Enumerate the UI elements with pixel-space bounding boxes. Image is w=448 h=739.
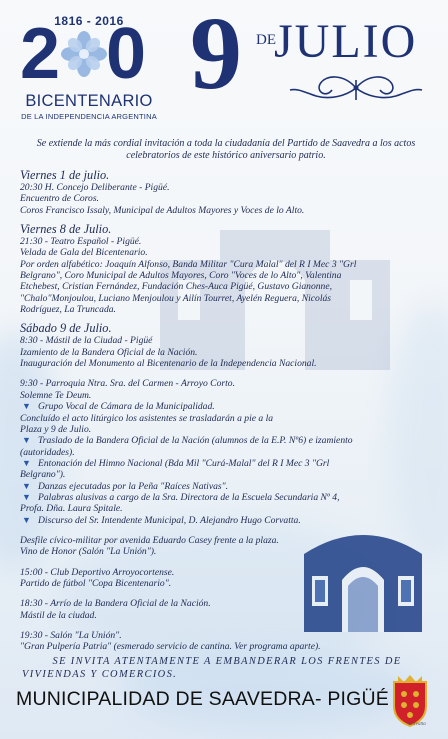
program-line: Mástil de la ciudad. <box>20 609 97 621</box>
program-line: "Chalo"Monjoulou, Luciano Menjoulou y Ailín Tourret, Ayelén Reguera, Nicolás <box>20 292 332 304</box>
spacer <box>20 621 434 630</box>
section-salon <box>20 630 434 653</box>
program-line: 9:30 - Parroquia Ntra. Sra. del Carmen - Arroyo Corto. <box>20 378 235 390</box>
municipality-name: MUNICIPALIDAD DE SAAVEDRA- PIGÜÉ <box>16 688 389 710</box>
intro-text: Se extiende la más cordial invitación a toda la ciudadanía del Partido de Saavedra a los actos celebratorios de este histórico aniversario patrio. <box>36 138 416 161</box>
bicentenario-logo <box>14 14 164 121</box>
program-line: Por orden alfabético: Joaquín Alfonso, Banda Militar "Cura Malal" del R I Mec 3 "Grl <box>20 258 357 270</box>
shield-caption: Corvatta <box>408 722 426 727</box>
program-line: Concluído el acto litúrgico los asistentes se trasladarán a pie a la <box>20 412 274 424</box>
arrow-bullet-icon: ▼ <box>22 457 31 468</box>
spacer <box>20 589 434 598</box>
program-line: 19:30 - Salón "La Unión". <box>20 630 122 641</box>
section-viernes-1 <box>20 168 434 216</box>
bullet-continuation: Profa. Dña. Laura Spitale. <box>20 503 123 515</box>
program-line: 18:30 - Arrío de la Bandera Oficial de la Nación. <box>20 598 211 610</box>
bullet-text: Danzas ejecutadas por la Peña "Raíces Nativas". <box>38 480 229 492</box>
program-line: Plaza y 9 de Julio. <box>20 423 92 435</box>
date-title <box>190 0 440 120</box>
program-line: Encuentro de Coros. <box>20 193 99 205</box>
program-line: Desfile cívico-militar por avenida Eduardo Casey frente a la plaza. <box>20 534 279 546</box>
program-line: Rodríguez, La Truncada. <box>20 304 116 316</box>
arrow-bullet-icon: ▼ <box>22 514 31 525</box>
program-line: "Gran Pulpería Patria" (esmerado servicio de cantina. Ver programa aparte). <box>20 641 321 653</box>
spacer <box>20 526 434 535</box>
bullet-item <box>20 435 434 446</box>
bullet-item <box>20 492 434 503</box>
invite-line: SE INVITA ATENTAMENTE A EMBANDERAR LOS FRENTES DE <box>52 656 402 667</box>
program-line: Inauguración del Monumento al Bicentenario de la Independencia Nacional. <box>20 358 317 370</box>
program-line: 15:00 - Club Deportivo Arroyocortense. <box>20 566 175 578</box>
program-line: Partido de fútbol "Copa Bicentenario". <box>20 577 172 589</box>
section-sabado-9 <box>20 321 434 369</box>
section-heading: Viernes 1 de julio. <box>20 168 110 182</box>
flower-logo-icon <box>60 30 108 78</box>
title-month: JULIO <box>274 15 418 68</box>
invite-line: VIVIENDAS Y COMERCIOS. <box>22 669 178 680</box>
logo-bicentenario: BICENTENARIO <box>25 92 153 110</box>
program-line: 21:30 - Teatro Español - Pigüé. <box>20 236 142 248</box>
spacer <box>20 369 434 378</box>
logo-years: 1816 - 2016 <box>54 14 124 28</box>
program-line: 8:30 - Mástil de la Ciudad - Pigüé <box>20 335 153 347</box>
section-viernes-8 <box>20 222 434 315</box>
arrow-bullet-icon: ▼ <box>22 435 31 446</box>
bullet-text: Entonación del Himno Nacional (Bda Mil "Curá-Malal" del R I Mec 3 "Grl <box>38 457 330 469</box>
program-line: Izamiento de la Bandera Oficial de la Nación. <box>20 346 198 358</box>
program-line: Etchebest, Cristian Fernández, Fundación Ches-Auca Pigüé, Gustavo Gianonne, <box>20 281 333 293</box>
bullet-text: Grupo Vocal de Cámara de la Municipalidad. <box>38 401 215 413</box>
section-te-deum <box>20 378 434 525</box>
program-content <box>20 168 434 653</box>
program-line: Belgrano", Coro Municipal de Adultos Mayores, Coro "Voces de lo Alto", Valentina <box>20 270 342 282</box>
program-line: Coros Francisco Issaly, Municipal de Adultos Mayores y Voces de lo Alto. <box>20 204 305 216</box>
section-heading: Viernes 8 de Julio. <box>20 222 112 237</box>
municipal-shield-icon <box>388 672 432 728</box>
spacer <box>20 558 434 567</box>
bullet-text: Discurso del Sr. Intendente Municipal, D. Alejandro Hugo Corvatta. <box>38 514 301 526</box>
logo-independencia: DE LA INDEPENDENCIA ARGENTINA <box>21 112 157 121</box>
arrow-bullet-icon: ▼ <box>22 491 31 502</box>
section-heading: Sábado 9 de Julio. <box>20 321 112 336</box>
bullet-continuation: Belgrano"). <box>20 469 66 481</box>
logo-digit-2: 2 <box>20 14 61 94</box>
program-line: Vino de Honor (Salón "La Unión"). <box>20 546 157 558</box>
section-desfile <box>20 535 434 558</box>
arrow-bullet-icon: ▼ <box>22 401 31 412</box>
ornament-icon <box>286 70 426 106</box>
title-de: DE <box>256 32 276 48</box>
logo-digit-0: 0 <box>106 14 147 94</box>
bullet-continuation: (autoridades). <box>20 446 75 458</box>
bullet-item <box>20 481 434 492</box>
program-line: 20:30 H. Concejo Deliberante - Pigüé. <box>20 182 170 193</box>
title-day: 9 <box>190 0 242 111</box>
program-line: Solemne Te Deum. <box>20 389 92 401</box>
bullet-text: Traslado de la Bandera Oficial de la Nación (alumnos de la E.P. Nº6) e izamiento <box>38 435 353 447</box>
program-line: Velada de Gala del Bicentenario. <box>20 247 148 259</box>
arrow-bullet-icon: ▼ <box>22 480 31 491</box>
bullet-item <box>20 401 434 412</box>
invitation-embanderar <box>22 655 432 681</box>
bullet-item <box>20 515 434 526</box>
section-arrio <box>20 598 434 621</box>
bullet-text: Palabras alusivas a cargo de la Sra. Directora de la Escuela Secundaria Nº 4, <box>38 491 340 503</box>
bullet-item <box>20 458 434 469</box>
section-futbol <box>20 567 434 590</box>
